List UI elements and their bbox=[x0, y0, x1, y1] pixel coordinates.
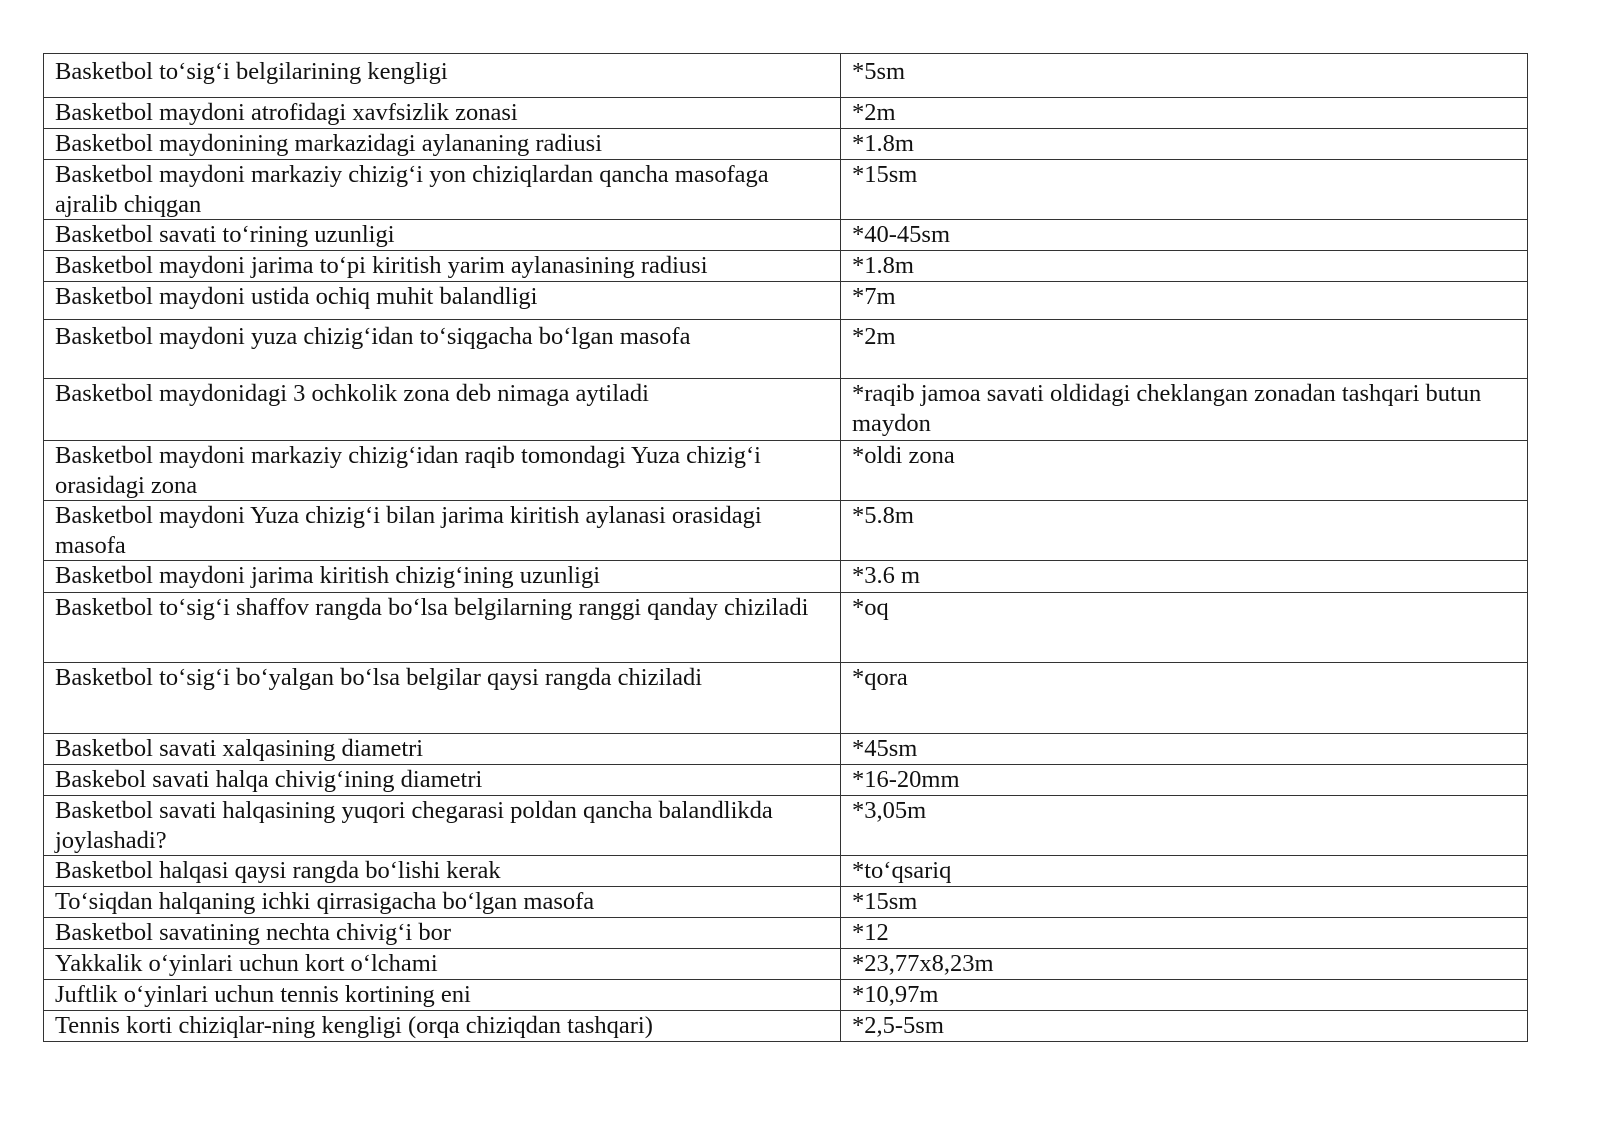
answer-cell: *2m bbox=[841, 98, 1528, 129]
answer-cell: *1.8m bbox=[841, 129, 1528, 160]
table-row bbox=[44, 593, 1528, 663]
question-cell: Basketbol to‘sig‘i belgilarining kengligi bbox=[44, 54, 841, 98]
question-cell: Basketbol savatining nechta chivig‘i bor bbox=[44, 918, 841, 949]
question-cell: Basketbol maydoni Yuza chizig‘i bilan jarima kiritish aylanasi orasidagi masofa bbox=[44, 501, 841, 561]
table-row bbox=[44, 856, 1528, 887]
answer-cell: *qora bbox=[841, 663, 1528, 734]
question-cell: Basketbol maydoni markaziy chizig‘i yon chiziqlardan qancha masofaga ajralib chiqgan bbox=[44, 160, 841, 220]
answer-cell: *40-45sm bbox=[841, 220, 1528, 251]
table-row bbox=[44, 98, 1528, 129]
question-cell: Tennis korti chiziqlar-ning kengligi (orqa chiziqdan tashqari) bbox=[44, 1011, 841, 1042]
question-cell: Baskebol savati halqa chivig‘ining diametri bbox=[44, 765, 841, 796]
answer-cell: *3,05m bbox=[841, 796, 1528, 856]
table-row bbox=[44, 54, 1528, 98]
answer-cell: *raqib jamoa savati oldidagi cheklangan zonadan tashqari butun maydon bbox=[841, 379, 1528, 441]
answer-cell: *oldi zona bbox=[841, 441, 1528, 501]
question-cell: Basketbol maydonidagi 3 ochkolik zona deb nimaga aytiladi bbox=[44, 379, 841, 441]
answer-cell: *oq bbox=[841, 593, 1528, 663]
question-cell: Basketbol maydoni yuza chizig‘idan to‘siqgacha bo‘lgan masofa bbox=[44, 320, 841, 379]
question-cell: Basketbol maydoni ustida ochiq muhit balandligi bbox=[44, 282, 841, 320]
table-row bbox=[44, 251, 1528, 282]
answer-cell: *7m bbox=[841, 282, 1528, 320]
table-row bbox=[44, 160, 1528, 220]
table-row bbox=[44, 129, 1528, 160]
table-row bbox=[44, 765, 1528, 796]
question-cell: Basketbol maydoni atrofidagi xavfsizlik zonasi bbox=[44, 98, 841, 129]
answer-cell: *15sm bbox=[841, 160, 1528, 220]
question-cell: Basketbol to‘sig‘i bo‘yalgan bo‘lsa belgilar qaysi rangda chiziladi bbox=[44, 663, 841, 734]
table-row bbox=[44, 220, 1528, 251]
answer-cell: *16-20mm bbox=[841, 765, 1528, 796]
qa-table bbox=[43, 53, 1528, 1042]
table-row bbox=[44, 282, 1528, 320]
question-cell: Basketbol maydoni jarima to‘pi kiritish yarim aylanasining radiusi bbox=[44, 251, 841, 282]
question-cell: Yakkalik o‘yinlari uchun kort o‘lchami bbox=[44, 949, 841, 980]
answer-cell: *45sm bbox=[841, 734, 1528, 765]
table-row bbox=[44, 734, 1528, 765]
table-row bbox=[44, 561, 1528, 593]
table-row bbox=[44, 441, 1528, 501]
table-row bbox=[44, 980, 1528, 1011]
question-cell: Basketbol halqasi qaysi rangda bo‘lishi kerak bbox=[44, 856, 841, 887]
question-cell: Basketbol savati xalqasining diametri bbox=[44, 734, 841, 765]
qa-table-body bbox=[44, 54, 1528, 1042]
answer-cell: *5sm bbox=[841, 54, 1528, 98]
table-row bbox=[44, 379, 1528, 441]
answer-cell: *15sm bbox=[841, 887, 1528, 918]
answer-cell: *5.8m bbox=[841, 501, 1528, 561]
question-cell: Juftlik o‘yinlari uchun tennis kortining eni bbox=[44, 980, 841, 1011]
question-cell: Basketbol savati to‘rining uzunligi bbox=[44, 220, 841, 251]
answer-cell: *1.8m bbox=[841, 251, 1528, 282]
answer-cell: *3.6 m bbox=[841, 561, 1528, 593]
answer-cell: *23,77x8,23m bbox=[841, 949, 1528, 980]
question-cell: To‘siqdan halqaning ichki qirrasigacha bo‘lgan masofa bbox=[44, 887, 841, 918]
table-row bbox=[44, 949, 1528, 980]
answer-cell: *12 bbox=[841, 918, 1528, 949]
answer-cell: *to‘qsariq bbox=[841, 856, 1528, 887]
answer-cell: *2m bbox=[841, 320, 1528, 379]
table-row bbox=[44, 887, 1528, 918]
answer-cell: *2,5-5sm bbox=[841, 1011, 1528, 1042]
table-row bbox=[44, 663, 1528, 734]
question-cell: Basketbol savati halqasining yuqori chegarasi poldan qancha balandlikda joylashadi? bbox=[44, 796, 841, 856]
table-row bbox=[44, 796, 1528, 856]
table-row bbox=[44, 320, 1528, 379]
question-cell: Basketbol maydoni jarima kiritish chizig‘ining uzunligi bbox=[44, 561, 841, 593]
question-cell: Basketbol maydonining markazidagi aylananing radiusi bbox=[44, 129, 841, 160]
question-cell: Basketbol maydoni markaziy chizig‘idan raqib tomondagi Yuza chizig‘i orasidagi zona bbox=[44, 441, 841, 501]
table-row bbox=[44, 1011, 1528, 1042]
table-row bbox=[44, 501, 1528, 561]
question-cell: Basketbol to‘sig‘i shaffov rangda bo‘lsa belgilarning ranggi qanday chiziladi bbox=[44, 593, 841, 663]
table-row bbox=[44, 918, 1528, 949]
answer-cell: *10,97m bbox=[841, 980, 1528, 1011]
